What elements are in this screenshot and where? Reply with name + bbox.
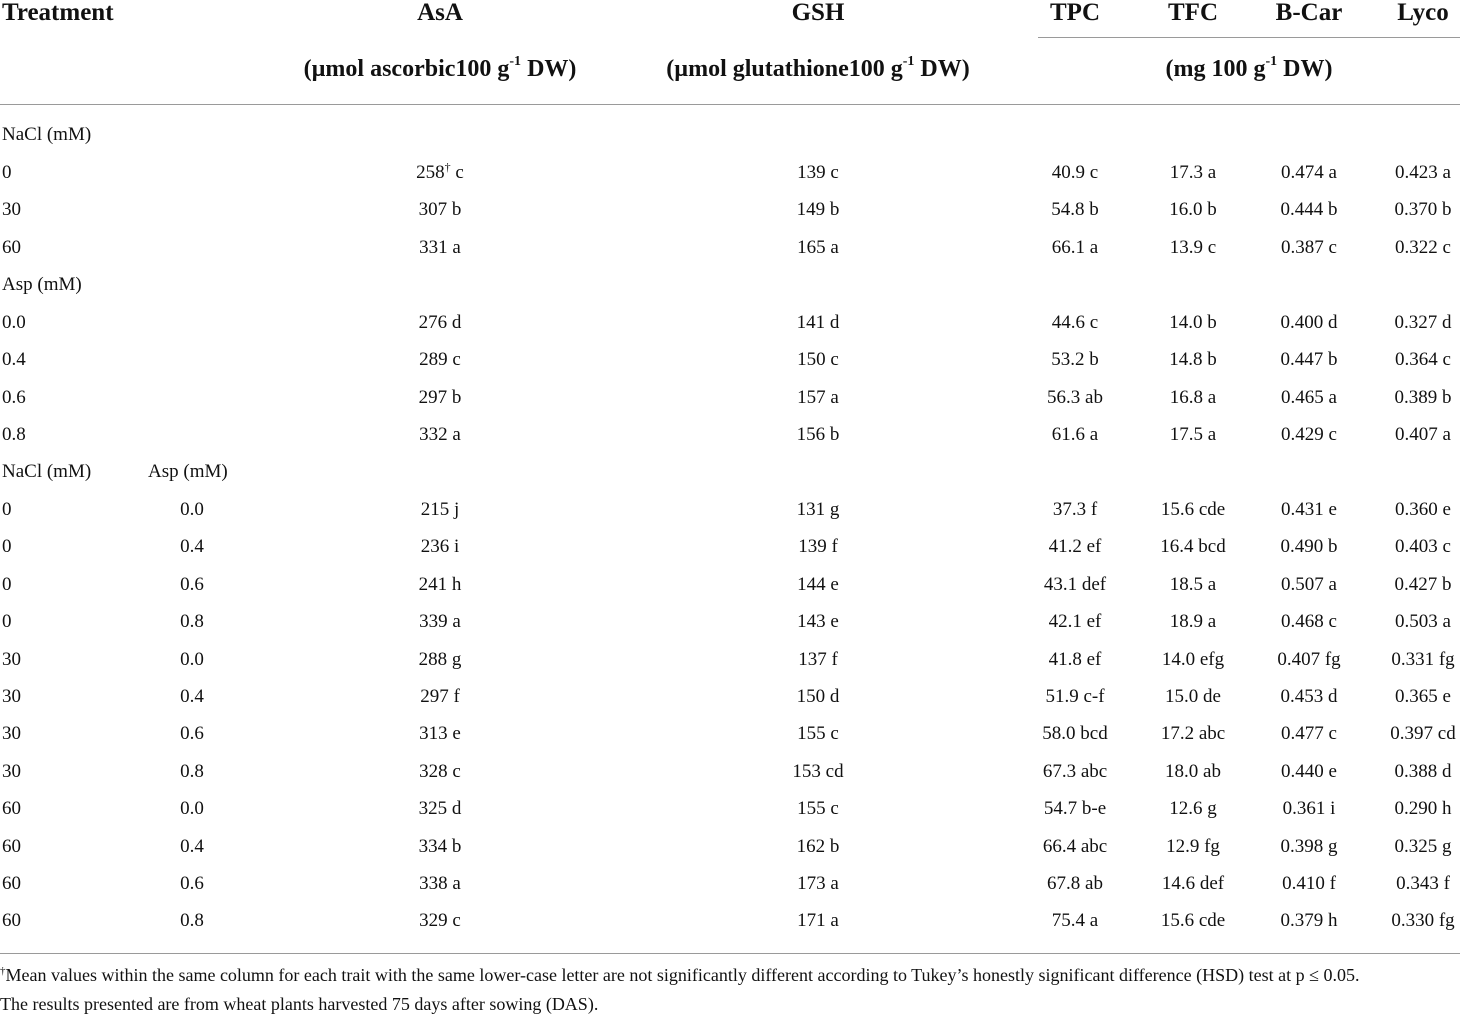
cell-asp: 0.0	[180, 649, 204, 670]
cell-asa: 325 d	[418, 798, 462, 819]
cell-bcar: 0.453 d	[1280, 686, 1338, 707]
cell-tpc: 41.2 ef	[1048, 536, 1102, 557]
table-row	[0, 836, 1460, 873]
cell-lyco: 0.327 d	[1394, 312, 1452, 333]
cell-asa: 332 a	[419, 424, 461, 445]
cell-tfc: 14.6 def	[1161, 873, 1225, 894]
cell-tpc: 56.3 ab	[1047, 387, 1103, 408]
table-row	[0, 686, 1460, 723]
cell-bcar: 0.398 g	[1280, 836, 1338, 857]
cell-tfc: 15.0 de	[1165, 686, 1221, 707]
cell-asp: 0.4	[180, 536, 204, 557]
cell-tfc: 17.2 abc	[1160, 723, 1226, 744]
cell-gsh: 155 c	[797, 723, 839, 744]
section-interaction-asp-label: Asp (mM)	[148, 461, 228, 482]
header-bcar: B-Car	[1275, 0, 1343, 26]
cell-gsh: 139 f	[798, 536, 838, 557]
cell-asa: 331 a	[419, 237, 461, 258]
cell-tpc: 54.8 b	[1051, 199, 1099, 220]
cell-tfc: 12.9 fg	[1166, 836, 1220, 857]
cell-nacl: 60	[2, 798, 21, 819]
cell-asp: 0.6	[180, 723, 204, 744]
cell-bcar: 0.490 b	[1280, 536, 1338, 557]
footnote	[0, 962, 1460, 1017]
cell-nacl: 0	[2, 611, 12, 632]
table-row	[0, 798, 1460, 835]
cell-lyco: 0.427 b	[1394, 574, 1452, 595]
table-row	[0, 873, 1460, 910]
cell-treatment: 0.0	[2, 312, 26, 333]
cell-nacl: 30	[2, 723, 21, 744]
cell-tpc: 43.1 def	[1043, 574, 1107, 595]
cell-bcar: 0.410 f	[1282, 873, 1336, 894]
cell-lyco: 0.331 fg	[1391, 649, 1455, 670]
cell-lyco: 0.397 cd	[1390, 723, 1456, 744]
header-gsh: GSH	[791, 0, 845, 26]
table-row	[0, 723, 1460, 760]
cell-nacl: 0	[2, 536, 12, 557]
cell-asp: 0.0	[180, 798, 204, 819]
cell-tfc: 16.8 a	[1169, 387, 1217, 408]
header-bottom-rule	[0, 104, 1460, 105]
cell-bcar: 0.429 c	[1281, 424, 1337, 445]
cell-nacl: 60	[2, 910, 21, 931]
cell-asa: 339 a	[419, 611, 461, 632]
section-nacl-label: NaCl (mM)	[2, 124, 92, 145]
cell-gsh: 156 b	[796, 424, 840, 445]
cell-bcar: 0.477 c	[1281, 723, 1337, 744]
cell-asp: 0.6	[180, 873, 204, 894]
cell-asp: 0.6	[180, 574, 204, 595]
section-interaction-nacl-label: NaCl (mM)	[2, 461, 92, 482]
header-tpc: TPC	[1050, 0, 1100, 26]
cell-tpc: 58.0 bcd	[1042, 723, 1108, 744]
cell-tpc: 44.6 c	[1051, 312, 1099, 333]
cell-gsh: 143 e	[797, 611, 839, 632]
table-row	[0, 761, 1460, 798]
table-row	[0, 499, 1460, 536]
cell-bcar: 0.447 b	[1280, 349, 1338, 370]
cell-asa: 313 e	[419, 723, 461, 744]
cell-asa: 297 b	[418, 387, 462, 408]
cell-asp: 0.8	[180, 910, 204, 931]
table-row	[0, 162, 1460, 199]
section-asp-label: Asp (mM)	[2, 274, 82, 295]
cell-nacl: 30	[2, 649, 21, 670]
cell-bcar: 0.400 d	[1280, 312, 1338, 333]
dagger-mark: †	[444, 160, 451, 174]
cell-bcar: 0.507 a	[1281, 574, 1337, 595]
header-tfc: TFC	[1168, 0, 1218, 26]
cell-bcar: 0.379 h	[1280, 910, 1338, 931]
cell-gsh: 165 a	[797, 237, 839, 258]
cell-treatment: 0.8	[2, 424, 26, 445]
cell-asa: 338 a	[419, 873, 461, 894]
cell-tfc: 15.6 cde	[1160, 499, 1226, 520]
table-row	[0, 574, 1460, 611]
cell-nacl: 0	[2, 574, 12, 595]
cell-nacl: 60	[2, 873, 21, 894]
table-bottom-rule	[0, 953, 1460, 954]
cell-asa: 258† c	[416, 160, 464, 183]
cell-lyco: 0.364 c	[1395, 349, 1451, 370]
cell-nacl: 60	[2, 836, 21, 857]
table-row	[0, 536, 1460, 573]
cell-tpc: 41.8 ef	[1048, 649, 1102, 670]
cell-gsh: 131 g	[796, 499, 840, 520]
cell-asa: 289 c	[419, 349, 461, 370]
cell-gsh: 149 b	[796, 199, 840, 220]
table-row	[0, 611, 1460, 648]
header-asa: AsA	[417, 0, 463, 26]
header-group-rule	[1038, 37, 1460, 38]
cell-tpc: 66.4 abc	[1042, 836, 1108, 857]
cell-gsh: 150 d	[796, 686, 840, 707]
cell-asa: 215 j	[420, 499, 460, 520]
cell-asa: 236 i	[420, 536, 460, 557]
cell-asa: 241 h	[418, 574, 462, 595]
cell-bcar: 0.465 a	[1281, 387, 1337, 408]
cell-tfc: 14.0 b	[1169, 312, 1217, 333]
cell-tpc: 42.1 ef	[1048, 611, 1102, 632]
cell-tpc: 67.8 ab	[1047, 873, 1103, 894]
cell-lyco: 0.407 a	[1395, 424, 1451, 445]
cell-lyco: 0.365 e	[1395, 686, 1451, 707]
cell-lyco: 0.403 c	[1395, 536, 1451, 557]
cell-tpc: 54.7 b-e	[1043, 798, 1107, 819]
cell-treatment: 0.6	[2, 387, 26, 408]
cell-gsh: 153 cd	[792, 761, 844, 782]
table-row	[0, 424, 1460, 461]
table-row	[0, 199, 1460, 236]
cell-tfc: 16.0 b	[1169, 199, 1217, 220]
cell-gsh: 162 b	[796, 836, 840, 857]
header-treatment: Treatment	[2, 0, 114, 26]
cell-tpc: 66.1 a	[1051, 237, 1099, 258]
table-row	[0, 349, 1460, 386]
cell-tfc: 16.4 bcd	[1160, 536, 1226, 557]
gsh-unit: (µmol glutathione100 $g^{-1}$ DW)	[666, 54, 970, 82]
cell-asa: 288 g	[418, 649, 462, 670]
cell-bcar: 0.440 e	[1281, 761, 1337, 782]
cell-gsh: 173 a	[797, 873, 839, 894]
cell-asp: 0.8	[180, 761, 204, 782]
cell-tpc: 37.3 f	[1052, 499, 1098, 520]
cell-tfc: 18.5 a	[1169, 574, 1217, 595]
cell-bcar: 0.444 b	[1280, 199, 1338, 220]
cell-lyco: 0.389 b	[1394, 387, 1452, 408]
cell-tpc: 75.4 a	[1051, 910, 1099, 931]
table-row	[0, 237, 1460, 274]
cell-asp: 0.4	[180, 686, 204, 707]
cell-bcar: 0.361 i	[1282, 798, 1336, 819]
header-lyco: Lyco	[1397, 0, 1449, 26]
cell-gsh: 141 d	[796, 312, 840, 333]
cell-gsh: 150 c	[797, 349, 839, 370]
cell-tfc: 14.8 b	[1169, 349, 1217, 370]
cell-lyco: 0.343 f	[1396, 873, 1450, 894]
table-row	[0, 649, 1460, 686]
cell-tpc: 61.6 a	[1051, 424, 1099, 445]
cell-gsh: 144 e	[797, 574, 839, 595]
cell-bcar: 0.474 a	[1281, 162, 1337, 183]
cell-tfc: 15.6 cde	[1160, 910, 1226, 931]
cell-lyco: 0.322 c	[1395, 237, 1451, 258]
cell-tfc: 18.0 ab	[1165, 761, 1221, 782]
cell-gsh: 137 f	[798, 649, 838, 670]
cell-bcar: 0.387 c	[1281, 237, 1337, 258]
table-row	[0, 312, 1460, 349]
cell-tpc: 51.9 c-f	[1045, 686, 1105, 707]
cell-treatment: 60	[2, 237, 21, 258]
cell-lyco: 0.325 g	[1394, 836, 1452, 857]
table-row	[0, 387, 1460, 424]
cell-gsh: 157 a	[797, 387, 839, 408]
cell-asa: 276 d	[418, 312, 462, 333]
cell-lyco: 0.360 e	[1395, 499, 1451, 520]
cell-tfc: 13.9 c	[1169, 237, 1217, 258]
footnote-line-2: The results presented are from wheat plants harvested 75 days after sowing (DAS).	[0, 994, 599, 1014]
cell-gsh: 171 a	[797, 910, 839, 931]
cell-tfc: 17.3 a	[1169, 162, 1217, 183]
cell-bcar: 0.468 c	[1281, 611, 1337, 632]
cell-bcar: 0.431 e	[1281, 499, 1337, 520]
cell-bcar: 0.407 fg	[1277, 649, 1341, 670]
cell-lyco: 0.290 h	[1394, 798, 1452, 819]
cell-gsh: 155 c	[797, 798, 839, 819]
mg-unit: (mg 100 $g^{-1}$ DW)	[1165, 54, 1333, 82]
cell-nacl: 0	[2, 499, 12, 520]
cell-lyco: 0.388 d	[1394, 761, 1452, 782]
cell-treatment: 30	[2, 199, 21, 220]
cell-asa: 334 b	[418, 836, 462, 857]
table-row	[0, 910, 1460, 947]
cell-tpc: 53.2 b	[1051, 349, 1099, 370]
cell-tfc: 12.6 g	[1169, 798, 1217, 819]
cell-lyco: 0.330 fg	[1391, 910, 1455, 931]
cell-treatment: 0	[2, 162, 12, 183]
cell-asa: 328 c	[419, 761, 461, 782]
cell-asa: 297 f	[420, 686, 460, 707]
footnote-dagger: †	[0, 965, 6, 977]
cell-asp: 0.0	[180, 499, 204, 520]
cell-gsh: 139 c	[797, 162, 839, 183]
cell-tfc: 14.0 efg	[1161, 649, 1225, 670]
cell-tpc: 67.3 abc	[1042, 761, 1108, 782]
cell-asp: 0.4	[180, 836, 204, 857]
cell-tfc: 17.5 a	[1169, 424, 1217, 445]
asa-unit: (µmol ascorbic100 $g^{-1}$ DW)	[303, 54, 577, 82]
cell-asp: 0.8	[180, 611, 204, 632]
cell-asa: 329 c	[419, 910, 461, 931]
cell-treatment: 0.4	[2, 349, 26, 370]
cell-asa: 307 b	[418, 199, 462, 220]
cell-nacl: 30	[2, 761, 21, 782]
footnote-line-1: †Mean values within the same column for each trait with the same lower-case letter are not significantly different according to Tukey’s honestly significant difference (HSD) test at p ≤ 0.05.	[0, 965, 1360, 985]
cell-lyco: 0.423 a	[1395, 162, 1451, 183]
cell-lyco: 0.370 b	[1394, 199, 1452, 220]
cell-nacl: 30	[2, 686, 21, 707]
cell-lyco: 0.503 a	[1395, 611, 1451, 632]
cell-tpc: 40.9 c	[1051, 162, 1099, 183]
cell-tfc: 18.9 a	[1169, 611, 1217, 632]
